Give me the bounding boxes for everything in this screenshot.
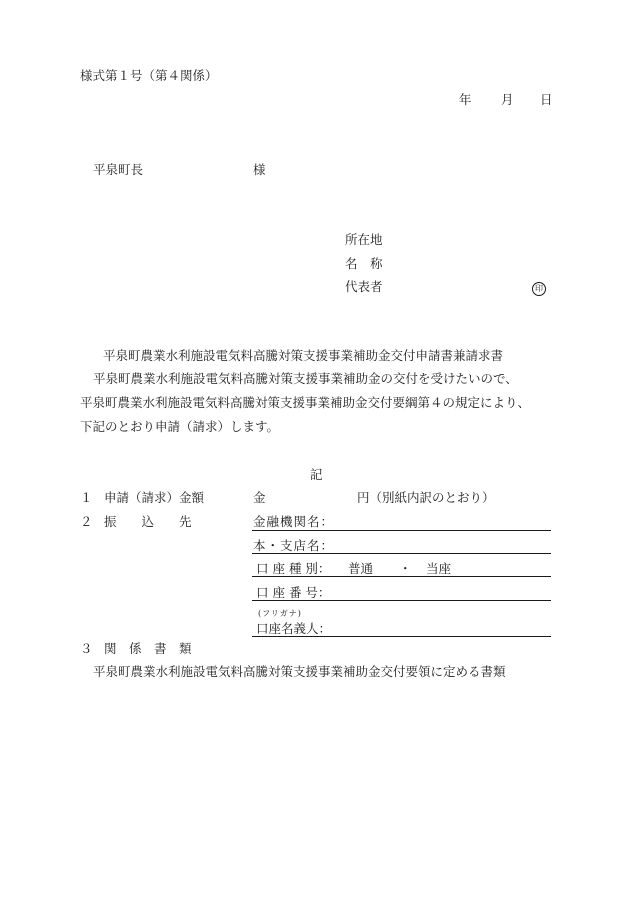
date-day: 日	[540, 92, 553, 107]
account-type-separator: ・	[399, 561, 412, 576]
account-holder-line	[252, 636, 551, 637]
name-label: 名 称	[345, 256, 383, 271]
branch-line	[252, 553, 551, 554]
account-type-checking: 当座	[426, 561, 452, 576]
bank-name-label: 金融機関名：	[253, 514, 335, 529]
addressee-name: 平泉町長	[93, 162, 144, 177]
account-number-line	[252, 600, 551, 601]
location-label: 所在地	[345, 232, 383, 247]
account-number-label: 口 座 番 号：	[256, 585, 331, 600]
item2-number: ２	[80, 514, 93, 529]
account-type-label: 口 座 種 別：	[256, 561, 331, 576]
item3-number: ３	[80, 641, 93, 656]
seal-mark: 印	[532, 282, 546, 296]
item1-kin: 金	[253, 490, 266, 505]
date-year: 年	[459, 92, 472, 107]
item1-label: 申請（請求）金額	[104, 490, 205, 505]
item1-en: 円（別紙内訳のとおり）	[357, 490, 495, 505]
bank-name-line	[252, 530, 551, 531]
form-number: 様式第１号（第４関係）	[80, 68, 218, 83]
representative-label: 代表者	[345, 279, 383, 294]
item3-content: 平泉町農業水利施設電気料高騰対策支援事業補助金交付要領に定める書類	[93, 664, 506, 679]
body-line-2: 平泉町農業水利施設電気料高騰対策支援事業補助金交付要綱第４の規定により、	[80, 395, 531, 410]
date-month: 月	[501, 92, 514, 107]
item1-number: １	[80, 490, 93, 505]
account-type-line	[252, 576, 551, 577]
account-holder-label: 口座名義人：	[256, 621, 332, 636]
item2-label: 振 込 先	[104, 514, 192, 529]
document-title: 平泉町農業水利施設電気料高騰対策支援事業補助金交付申請書兼請求書	[103, 348, 504, 363]
addressee-honorific: 様	[253, 162, 266, 177]
account-type-ordinary: 普通	[348, 561, 374, 576]
ki-heading: 記	[310, 467, 323, 482]
item3-label: 関 係 書 類	[104, 641, 192, 656]
furigana-label: (フリガナ)	[258, 609, 302, 618]
seal-icon	[532, 281, 546, 296]
body-line-1: 平泉町農業水利施設電気料高騰対策支援事業補助金の交付を受けたいので、	[93, 371, 518, 386]
body-line-3: 下記のとおり申請（請求）します。	[80, 419, 280, 434]
branch-label: 本・支店名：	[253, 538, 335, 553]
